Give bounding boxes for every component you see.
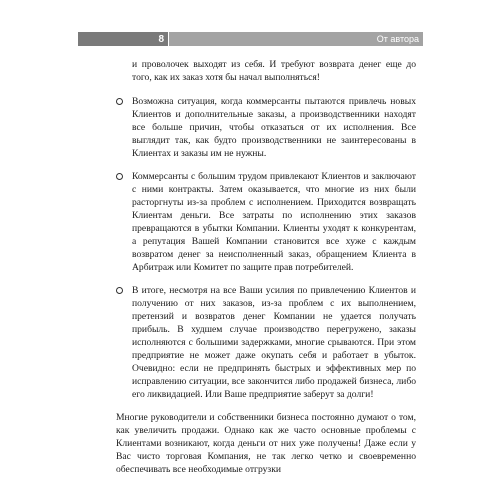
page-header [78,32,423,46]
bullet-item [116,284,416,401]
running-title: От автора [376,34,419,44]
bullet-item [116,95,416,160]
page-number-box [78,32,168,46]
closing-paragraph: Многие руководители и собственники бизнеса постоянно думают о том, как увеличить продажи. Однако как же часто основные проблемы с Клиентами возникают, когда деньги от них уже получены! Даже если у Вас чисто торговая Компания, не так легко четко и своевременно обеспечивать все необходимые отгрузки [116,412,416,475]
continuation-paragraph: и проволочек выходят из себя. И требуют возврата денег еще до того, как их заказ хотя бы начал выполняться! [132,59,416,83]
bullet-circle-icon [116,170,132,274]
bullet-text: Возможна ситуация, когда коммерсанты пытаются привлечь новых Клиентов и дополнительные заказы, а производственники находят все больше причин, чтобы отказаться от их исполнения. Все выглядит так, как будто производственники не заинтересованы в Клиентах и заказы им не нужны. [132,96,416,159]
page-number: 8 [158,33,164,45]
bullet-circle-icon [116,95,132,160]
page-body [116,58,416,476]
bullet-text: В итоге, несмотря на все Ваши усилия по привлечению Клиентов и получению от них заказов, из-за проблем с их выполнением, претензий и возвратов денег Компании не удается получать прибыль. В худшем случае производство перегружено, заказы исполняются с большими задержками, многие срываются. При этом предприятие не может даже окупать себя и работает в убыток. Очевидно: если не предпринять быстрых и эффективных мер по исправлению ситуации, все закончится либо продажей бизнеса, либо его ликвидацией. Или Ваше предприятие заберут за долги! [132,285,416,400]
bullet-item [116,170,416,274]
running-header-bar [169,32,423,46]
bullet-text: Коммерсанты с большим трудом привлекают Клиентов и заключают с ними контракты. Затем оказывается, что многие из них были расторгнуты из-за проблем с исполнением. Приходится возвращать Клиентам деньги. Все затраты по исполнению этих заказов превращаются в убытки Компании. Клиенты уходят к конкурентам, а репутация Вашей Компании становится все хуже с каждым возвратом денег за неисполненный заказ, обращением Клиента в Арбитраж или Комитет по защите прав потребителей. [132,171,416,273]
bullet-circle-icon [116,284,132,401]
